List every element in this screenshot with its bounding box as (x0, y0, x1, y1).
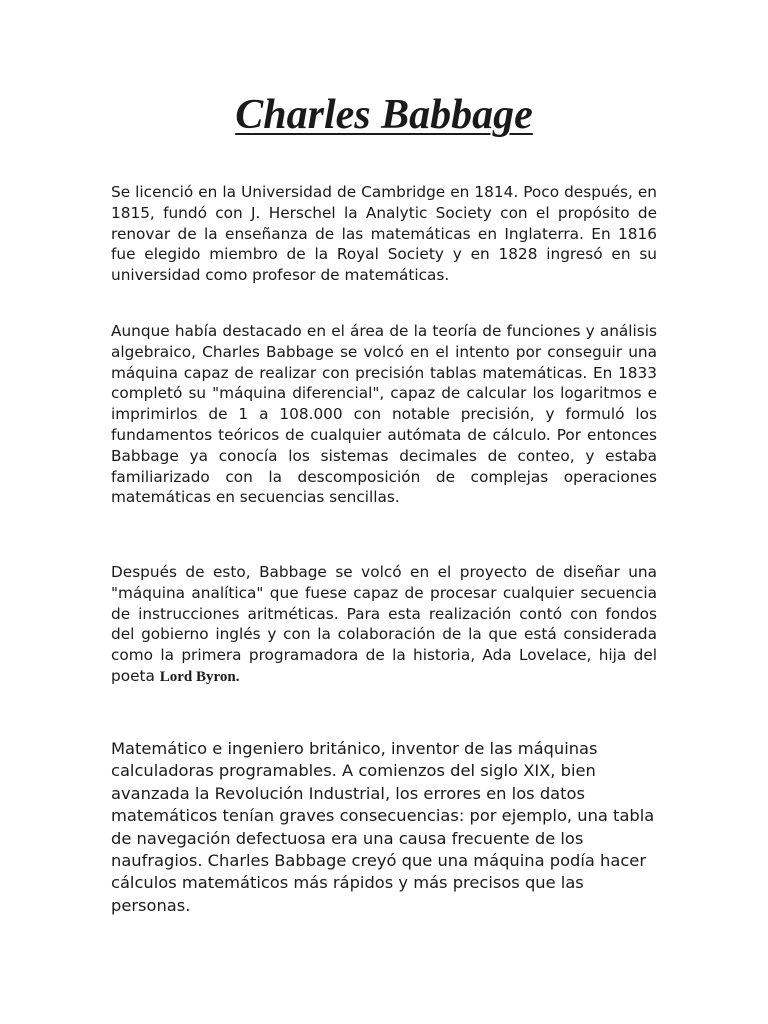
paragraph-introduction (111, 738, 663, 917)
lord-byron-name: Lord Byron. (159, 668, 240, 685)
industrial-revolution-phrase: la Revolución Industrial (194, 783, 385, 803)
paragraph-introduction-start: Matemático e ingeniero británico, inventor de las máquinas calculadoras programables. A comienzos del siglo XIX, bien avanzada (111, 739, 598, 803)
paragraph-analytical-engine (111, 562, 657, 688)
paragraph-difference-engine: Aunque había destacado en el área de la teoría de funciones y análisis algebraico, Charles Babbage se volcó en el intento por conseguir una máquina capaz de realizar con precisión tablas matemáticas. En 1833 completó su "máquina diferencial", capaz de calcular los logaritmos e imprimirlos de 1 a 108.000 con notable precisión, y formuló los fundamentos teóricos de cualquier autómata de cálculo. Por entonces Babbage ya conocía los sistemas decimales de conteo, y estaba familiarizado con la descomposición de complejas operaciones matemáticas en secuencias sencillas. (111, 322, 657, 507)
paragraph-analytical-engine-text: Después de esto, Babbage se volcó en el proyecto de diseñar una "máquina analítica" que fuese capaz de procesar cualquier secuencia de instrucciones aritméticas. Para esta realización contó con fondos del gobierno inglés y con la colaboración de la que está considerada como la primera programadora de la historia, Ada Lovelace, hija del poeta (111, 563, 657, 685)
page-title: Charles Babbage (235, 92, 533, 138)
paragraph-introduction-end: , los errores en los datos matemáticos tenían graves consecuencias: por ejemplo, una tabla de navegación defectuosa era una causa frecuente de los naufragios. Charles Babbage creyó que una máquina podía hacer cálculos matemáticos más rápidos y más precisos que las personas. (111, 783, 655, 915)
paragraph-cambridge: Se licenció en la Universidad de Cambridge en 1814. Poco después, en 1815, fundó con J. Herschel la Analytic Society con el propósito de renovar de la enseñanza de las matemáticas en Inglaterra. En 1816 fue elegido miembro de la Royal Society y en 1828 ingresó en su universidad como profesor de matemáticas. (111, 183, 657, 285)
